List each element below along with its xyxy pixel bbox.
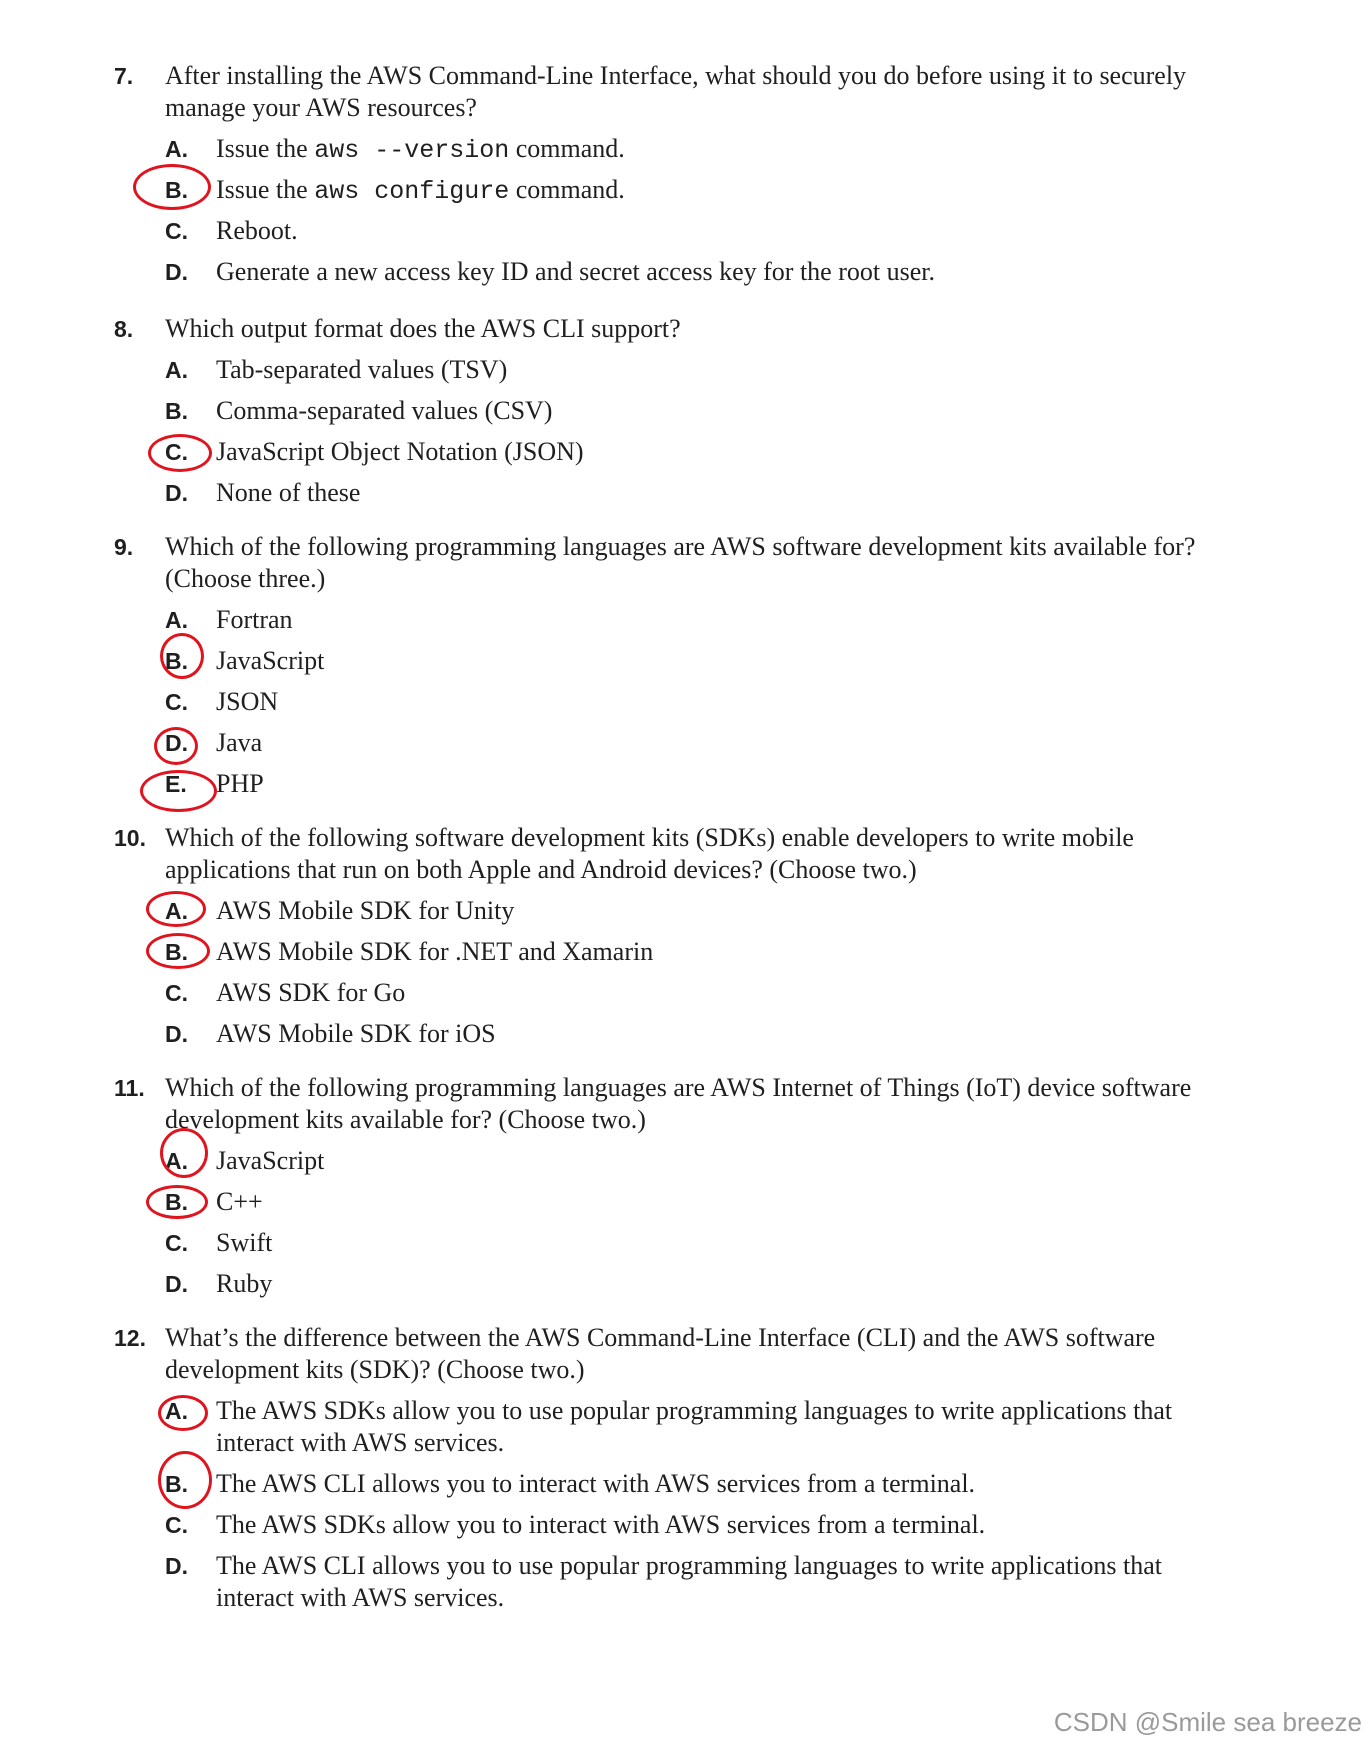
option-letter: C. — [165, 439, 188, 465]
option-letter: D. — [165, 730, 188, 756]
option-letter: A. — [165, 607, 188, 633]
option-text: Comma-separated values (CSV) — [216, 396, 553, 425]
option-text: PHP — [216, 769, 264, 798]
question-number: 10. — [114, 825, 146, 851]
option-text: Fortran — [216, 605, 293, 634]
question-text: After installing the AWS Command-Line Interface, what should you do before using it to securely manage your AWS resources? — [165, 61, 1187, 122]
watermark: CSDN @Smile sea breeze — [1053, 1707, 1362, 1737]
question-text: Which output format does the AWS CLI support? — [165, 314, 681, 343]
option-letter: B. — [165, 398, 188, 424]
option-letter: D. — [165, 1271, 188, 1297]
option-text: Generate a new access key ID and secret access key for the root user. — [216, 257, 935, 286]
question-text: What’s the difference between the AWS Command-Line Interface (CLI) and the AWS software development kits (SDK)? (Choose two.) — [165, 1323, 1156, 1384]
option-letter: A. — [165, 357, 188, 383]
option-letter: E. — [165, 771, 187, 797]
question-number: 12. — [114, 1325, 146, 1351]
question-number: 9. — [114, 534, 134, 560]
option-text: Issue the aws configure command. — [216, 175, 625, 206]
answer-mark-8c — [148, 434, 212, 472]
option-letter: A. — [165, 1398, 188, 1424]
option-text: JavaScript — [216, 646, 325, 675]
question-text: Which of the following software development kits (SDKs) enable developers to write mobile applications that run on both Apple and Android devices? (Choose two.) — [165, 823, 1134, 884]
option-text: JavaScript — [216, 1146, 325, 1175]
question-number: 11. — [114, 1075, 145, 1101]
answer-mark-9d — [154, 727, 198, 765]
answer-mark-7b — [133, 164, 211, 210]
option-text: Swift — [216, 1228, 273, 1257]
answer-mark-12b — [158, 1451, 212, 1509]
option-text: None of these — [216, 478, 361, 507]
option-text: The AWS SDKs allow you to use popular programming languages to write applications that interact with AWS services. — [216, 1396, 1173, 1457]
option-letter: D. — [165, 480, 188, 506]
option-letter: D. — [165, 259, 188, 285]
option-letter: B. — [165, 177, 188, 203]
option-text: AWS Mobile SDK for iOS — [216, 1019, 496, 1048]
answer-mark-9b — [160, 633, 204, 679]
option-letter: B. — [165, 648, 188, 674]
option-letter: B. — [165, 939, 188, 965]
option-text: C++ — [216, 1187, 263, 1216]
option-text: AWS Mobile SDK for .NET and Xamarin — [216, 937, 654, 966]
option-text: The AWS SDKs allow you to interact with AWS services from a terminal. — [216, 1510, 986, 1539]
option-letter: C. — [165, 1512, 188, 1538]
option-text: The AWS CLI allows you to interact with AWS services from a terminal. — [216, 1469, 976, 1498]
option-letter: B. — [165, 1471, 188, 1497]
question-text: Which of the following programming languages are AWS Internet of Things (IoT) device software development kits available for? (Choose two.) — [165, 1073, 1192, 1134]
option-text: AWS SDK for Go — [216, 978, 406, 1007]
answer-mark-10b — [146, 933, 210, 969]
option-letter: C. — [165, 689, 188, 715]
option-text: Reboot. — [216, 216, 298, 245]
question-number: 8. — [114, 316, 134, 342]
option-letter: D. — [165, 1021, 188, 1047]
question-number: 7. — [114, 63, 134, 89]
answer-mark-11b — [146, 1185, 208, 1219]
option-text: Tab-separated values (TSV) — [216, 355, 508, 384]
option-letter: C. — [165, 1230, 188, 1256]
option-text: AWS Mobile SDK for Unity — [216, 896, 515, 925]
option-letter: A. — [165, 136, 188, 162]
option-letter: A. — [165, 898, 188, 924]
option-letter: B. — [165, 1189, 188, 1215]
answer-mark-9e — [140, 770, 217, 812]
answer-mark-12a — [158, 1395, 208, 1431]
option-letter: C. — [165, 980, 188, 1006]
option-text: JavaScript Object Notation (JSON) — [216, 437, 584, 466]
option-text: The AWS CLI allows you to use popular programming languages to write applications that interact with AWS services. — [216, 1551, 1163, 1612]
answer-mark-11a — [160, 1128, 208, 1178]
option-letter: C. — [165, 218, 188, 244]
question-text: Which of the following programming languages are AWS software development kits available for? (Choose three.) — [165, 532, 1196, 593]
option-letter: A. — [165, 1148, 188, 1174]
option-text: Ruby — [216, 1269, 273, 1298]
option-text: Issue the aws --version command. — [216, 134, 625, 165]
option-letter: D. — [165, 1553, 188, 1579]
option-text: Java — [216, 728, 263, 757]
answer-mark-10a — [146, 891, 206, 927]
option-text: JSON — [216, 687, 279, 716]
